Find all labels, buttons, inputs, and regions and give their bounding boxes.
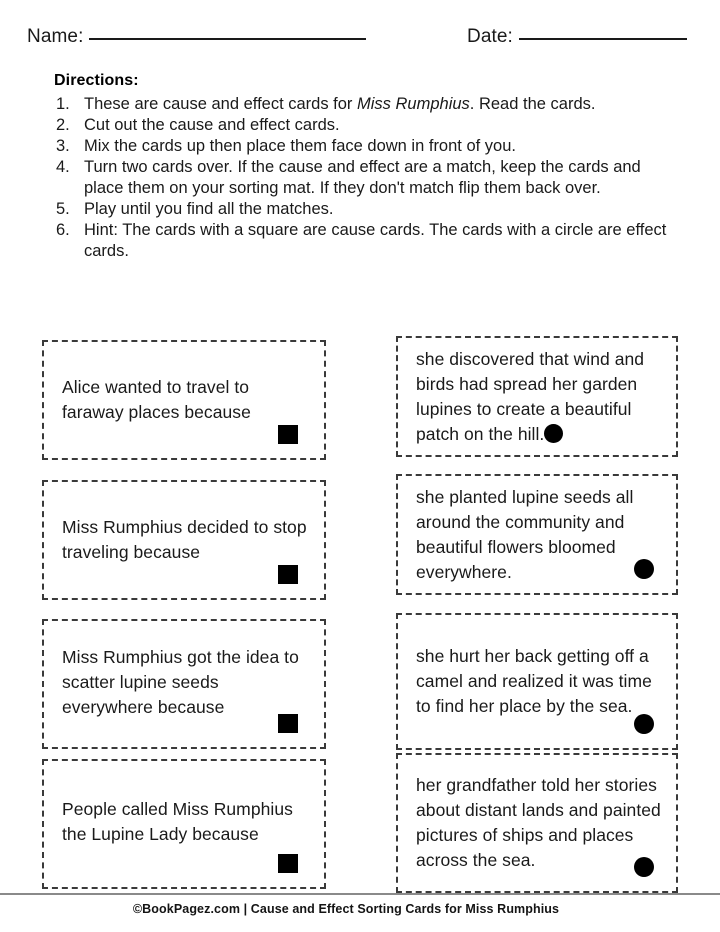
- cause-card[interactable]: [42, 340, 326, 460]
- circle-marker-icon: [634, 857, 654, 877]
- square-marker-icon: [278, 425, 298, 444]
- date-field-group: [467, 26, 687, 48]
- directions-item-text: Cut out the cause and effect cards.: [84, 116, 340, 134]
- directions-item: [54, 220, 674, 262]
- effect-card[interactable]: [396, 613, 678, 750]
- directions-item-text: Mix the cards up then place them face down in front of you.: [84, 137, 516, 155]
- effect-card[interactable]: [396, 474, 678, 595]
- cause-card-body: [44, 621, 324, 747]
- directions-list: [54, 94, 674, 262]
- effect-card-body: [398, 755, 676, 891]
- cause-card-text: Alice wanted to travel to faraway places because: [62, 377, 251, 422]
- directions-item: [54, 94, 674, 115]
- name-write-line[interactable]: [89, 38, 366, 40]
- directions-item: [54, 136, 674, 157]
- cause-card-text: People called Miss Rumphius the Lupine Lady because: [62, 799, 293, 844]
- directions-item-number: 4.: [56, 158, 70, 176]
- square-marker-icon: [278, 854, 298, 873]
- cause-card-text: Miss Rumphius got the idea to scatter lupine seeds everywhere because: [62, 646, 299, 717]
- footer-credit-text: ©BookPagez.com | Cause and Effect Sorting Cards for Miss Rumphius: [132, 902, 560, 916]
- date-label: Date:: [467, 26, 513, 47]
- directions-item: [54, 157, 674, 199]
- directions-item-text: Play until you find all the matches.: [84, 200, 334, 218]
- directions-item-number: 5.: [56, 200, 70, 218]
- effect-card-text: she planted lupine seeds all around the community and beautiful flowers bloomed everywhere.: [416, 486, 634, 582]
- directions-section: [54, 72, 674, 262]
- name-date-row: [0, 26, 720, 56]
- circle-marker-icon: [634, 559, 654, 579]
- cause-card[interactable]: [42, 619, 326, 749]
- cause-card[interactable]: [42, 480, 326, 600]
- effect-card-text: she hurt her back getting off a camel and realized it was time to find her place by the sea.: [416, 646, 652, 716]
- footer-divider: [0, 893, 720, 895]
- cause-card-body: [44, 482, 324, 598]
- effect-card-sentence: she discovered that wind and birds had spread her garden lupines to create a beautiful patch on the hill.: [416, 348, 645, 444]
- directions-item: [54, 199, 674, 220]
- directions-item-number: 6.: [56, 221, 70, 239]
- effect-card-body: [398, 615, 676, 748]
- directions-item-number: 1.: [56, 95, 70, 113]
- directions-item-text: Turn two cards over. If the cause and effect are a match, keep the cards and place them on your sorting mat. If they don't match flip them back over.: [84, 158, 641, 197]
- footer: [0, 900, 720, 918]
- circle-marker-icon: [634, 714, 654, 734]
- directions-item-number: 3.: [56, 137, 70, 155]
- directions-item-text: [84, 94, 674, 115]
- effect-card[interactable]: [396, 336, 678, 457]
- name-field-group: [27, 26, 366, 48]
- cause-card-body: [44, 342, 324, 458]
- directions-item: [54, 115, 674, 136]
- cause-card-text: Miss Rumphius decided to stop traveling because: [62, 517, 307, 562]
- effect-card-body: [398, 476, 676, 593]
- cause-card[interactable]: [42, 759, 326, 889]
- effect-card-text: her grandfather told her stories about distant lands and painted pictures of ships and places across the sea.: [416, 775, 661, 870]
- square-marker-icon: [278, 714, 298, 733]
- circle-marker-icon: [544, 424, 563, 443]
- sorting-cards-grid: [0, 334, 720, 896]
- effect-card[interactable]: [396, 753, 678, 893]
- effect-card-text: [398, 347, 676, 447]
- directions-item-number: 2.: [56, 116, 70, 134]
- directions-title: Directions:: [54, 72, 139, 89]
- cause-card-body: [44, 761, 324, 887]
- directions-text-after: . Read the cards.: [469, 95, 596, 113]
- directions-item-text: Hint: The cards with a square are cause cards. The cards with a circle are effect cards.: [84, 221, 667, 260]
- directions-text-before: These are cause and effect cards for: [84, 95, 358, 113]
- directions-text-emphasis: Miss Rumphius: [357, 95, 470, 113]
- effect-card-body: [398, 338, 676, 455]
- square-marker-icon: [278, 565, 298, 584]
- name-label: Name:: [27, 26, 84, 47]
- date-write-line[interactable]: [519, 38, 687, 40]
